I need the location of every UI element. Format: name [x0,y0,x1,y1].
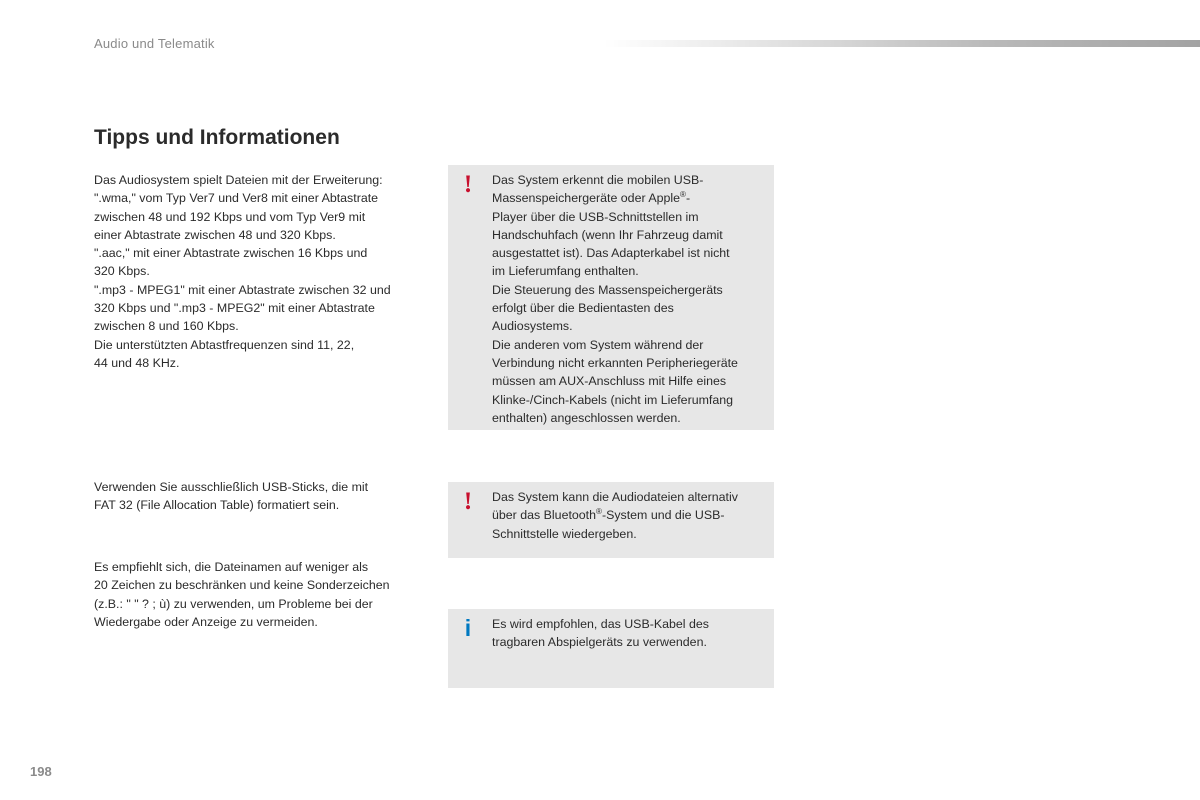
text-line: Die Steuerung des Massenspeichergeräts [492,282,723,297]
warning-icon: ! [463,171,473,198]
text-line: Das System kann die Audiodateien alternativ [492,490,738,504]
text-line: Handschuhfach (wenn Ihr Fahrzeug damit [492,227,723,242]
text-line: im Lieferumfang enthalten. [492,264,639,279]
warning-note-usb-devices [448,165,774,430]
text-line: Player über die USB-Schnittstellen im [492,209,699,224]
text-line: über das Bluetooth®-System und die USB- [492,507,725,523]
text-line: Verwenden Sie ausschließlich USB-Sticks, die mit [94,480,369,494]
usb-format-paragraph [94,478,424,515]
text-line: 320 Kbps. [94,264,150,279]
text-line: Das System erkennt die mobilen USB- [492,173,704,187]
warning-icon: ! [463,488,473,515]
page-number: 198 [30,764,52,779]
header-gradient-bar [604,40,1200,47]
text-line: Die anderen vom System während der [492,337,704,352]
text-line: FAT 32 (File Allocation Table) formatiert sein. [94,498,340,513]
text-line: Es wird empfohlen, das USB-Kabel des [492,617,709,631]
text-line: zwischen 48 und 192 Kbps und vom Typ Ver9 mit [94,209,366,224]
text-line: ".wma," vom Typ Ver7 und Ver8 mit einer Abtastrate [94,191,379,206]
text-line: ".aac," mit einer Abtastrate zwischen 16 Kbps und [94,246,368,261]
text-line: enthalten) angeschlossen werden. [492,410,681,425]
text-line: Das Audiosystem spielt Dateien mit der Erweiterung: [94,173,383,187]
text-line: 20 Zeichen zu beschränken und keine Sonderzeichen [94,578,390,593]
text-line: ".mp3 - MPEG1" mit einer Abtastrate zwischen 32 und [94,282,391,297]
note-text [492,171,768,427]
text-line: erfolgt über die Bedientasten des [492,301,674,316]
note-text [492,488,768,543]
filename-paragraph [94,558,424,631]
text-line: 44 und 48 KHz. [94,355,180,370]
text-line: Die unterstützten Abtastfrequenzen sind 11, 22, [94,337,355,352]
text-line: tragbaren Abspielgeräts zu verwenden. [492,635,707,650]
warning-note-bluetooth [448,482,774,558]
text-line: Es empfiehlt sich, die Dateinamen auf weniger als [94,560,369,574]
text-line: zwischen 8 und 160 Kbps. [94,319,239,334]
text-line: Massenspeichergeräte oder Apple®- [492,190,691,206]
text-line: einer Abtastrate zwischen 48 und 320 Kbps. [94,227,336,242]
section-header: Audio und Telematik [94,36,215,51]
text-line: Audiosystems. [492,319,573,334]
note-text [492,615,768,652]
text-line: Verbindung nicht erkannten Peripheriegeräte [492,355,738,370]
file-format-paragraph [94,171,424,372]
text-line: Schnittstelle wiedergeben. [492,526,637,541]
text-line: Klinke-/Cinch-Kabels (nicht im Lieferumfang [492,392,734,407]
text-line: Wiedergabe oder Anzeige zu vermeiden. [94,614,318,629]
info-note-usb-cable [448,609,774,688]
registered-mark: ® [680,190,686,200]
text-line: 320 Kbps und ".mp3 - MPEG2" mit einer Abtastrate [94,301,375,316]
text-line: müssen am AUX-Anschluss mit Hilfe eines [492,374,727,389]
text-line: ausgestattet ist). Das Adapterkabel ist nicht [492,246,730,261]
page-title: Tipps und Informationen [94,126,340,149]
info-icon: i [464,615,472,641]
text-line: (z.B.: " " ? ; ù) zu verwenden, um Probleme bei der [94,596,373,611]
registered-mark: ® [596,507,602,517]
